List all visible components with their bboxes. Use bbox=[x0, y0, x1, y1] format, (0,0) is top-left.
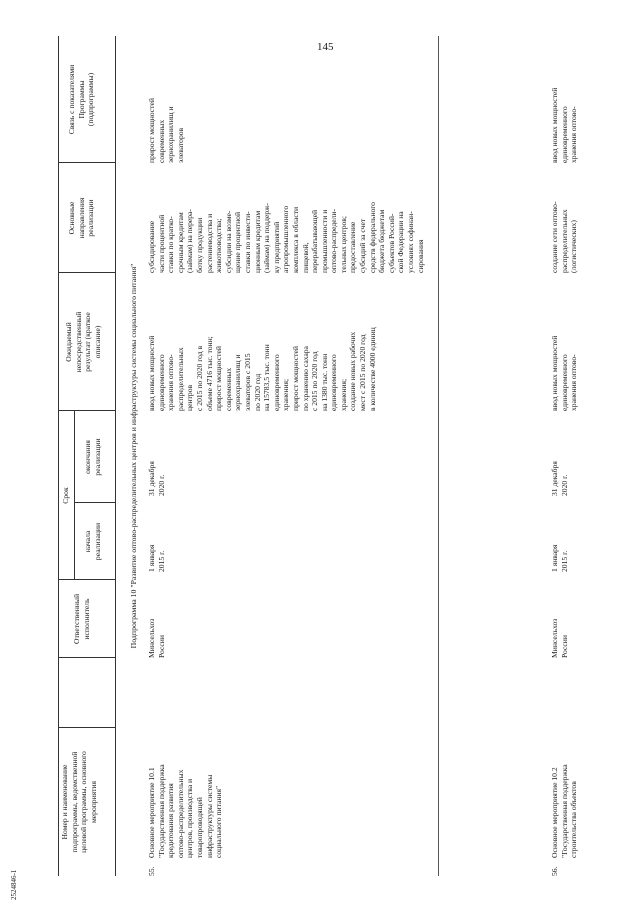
header-result: Ожидаемый непосредственный результат (краткое описание) bbox=[64, 311, 102, 373]
row-end: 31 декабря 2020 г. bbox=[147, 461, 166, 496]
row-start: 1 января 2015 г. bbox=[147, 544, 166, 572]
table-sheet bbox=[58, 36, 628, 876]
header-start: начала реализации bbox=[83, 522, 102, 561]
row-name: Основное мероприятие 10.1 "Государственная поддержка кредитования развития оптово-распределительных центров, производства и товаропроводящей инфраструктуры системы социального питания" bbox=[147, 764, 224, 858]
header-link: Связь с показателями Программы (подпрограммы) bbox=[67, 64, 96, 135]
row-link: прирост мощностей современных зернохранилищ и элеваторов bbox=[147, 98, 185, 163]
row-end: 31 декабря 2020 г. bbox=[550, 461, 569, 496]
row-number: 56. bbox=[550, 866, 559, 876]
row-separator bbox=[438, 36, 439, 876]
header-end: окончания реализации bbox=[83, 438, 102, 476]
row-executor: Минсельхоз России bbox=[147, 618, 166, 658]
row-start: 1 января 2015 г. bbox=[550, 544, 569, 572]
row-name: Основное мероприятие 10.2 "Государственная поддержка строительства объектов bbox=[550, 764, 579, 858]
row-link: ввод новых мощностей единовременного хранения оптово- bbox=[550, 87, 579, 163]
page-number: 145 bbox=[317, 41, 334, 53]
row-number: 55. bbox=[147, 866, 156, 876]
row-result: ввод новых мощностей единовременного хранения оптово- распределительных центров с 2015 по 2020 год в объеме 4716 тыс. тонн; прирост мощностей современных зернохранилищ и элеваторов с 2015 по 2020 год на 15783,5 тыс. тонн единовременного хранения; прирост мощностей по хранению сахара с 2015 по 2020 год на 1380 тыс. тонн единовременного хранения; создание новых рабочих мест с 2015 по 2020 год в количестве 4000 единиц bbox=[147, 327, 377, 411]
row-directions: субсидирование части процентной ставки по кратко- срочным кредитам (займам) на перера- ботку продукции растениеводства и животноводства; субсидии на возме- щение процентной ставки по инвести- ционным кредитам (займам) на поддерж- ку предприятий агропромышленного комплекса в области пищевой, перерабатывающей промышленности и оптово-распредели- тельных центров; предоставление субсидий за счет средств федерального бюджета бюджетам субъектов Россий- ской Федерации на условиях софинан- сирования bbox=[147, 202, 425, 273]
row-directions: создание сети оптово- распределительных (логистических) bbox=[550, 201, 579, 273]
header-directions: Основные направления реализации bbox=[67, 197, 96, 239]
header-term: Срок bbox=[61, 487, 70, 504]
document-code: 2524846-1 bbox=[10, 869, 18, 900]
header-bottom-rule bbox=[115, 36, 116, 876]
subprogram-title: Подпрограмма 10 "Развитие оптово-распределительных центров и инфраструктуры системы социального питания" bbox=[129, 263, 138, 649]
header-name: Номер и наименование подпрограммы, ведомственной целевой программы, основного мероприятия bbox=[60, 751, 98, 853]
term-divider-rule bbox=[74, 411, 75, 580]
row-result: ввод новых мощностей единовременного хранения оптово- bbox=[550, 335, 579, 411]
header-executor: Ответственный исполнитель bbox=[72, 593, 91, 645]
row-executor: Минсельхоз России bbox=[550, 618, 569, 658]
